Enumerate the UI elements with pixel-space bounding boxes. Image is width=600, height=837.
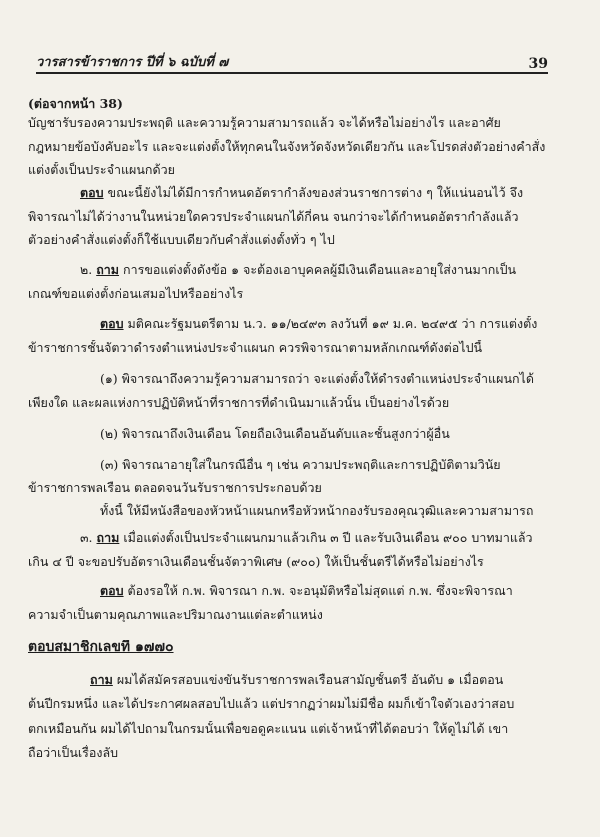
paragraph-line: ตัวอย่างคำสั่งแต่งตั้งก็ใช้แบบเดียวกับคำสั่งแต่งตั้งทั่ว ๆ ไป	[28, 232, 335, 247]
answer-label: ตอบ	[100, 583, 124, 598]
continued-note: (ต่อจากหน้า 38)	[28, 96, 123, 111]
note-line: ทั้งนี้ ให้มีหนังสือของหัวหน้าแผนกหรือหัวหน้ากองรับรองคุณวุฒิและความสามารถ	[100, 503, 534, 518]
answer-text: มติคณะรัฐมนตรีตาม น.ว. ๑๑/๒๔๙๓ ลงวันที่ ๑๙ ม.ค. ๒๔๙๕ ว่า การแต่งตั้ง	[127, 316, 538, 331]
answer-label: ตอบ	[80, 185, 104, 200]
paragraph-line: ความจำเป็นตามคุณภาพและปริมาณงานแต่ละตำแหน่ง	[28, 607, 323, 622]
journal-title: วารสารข้าราชการ ปีที่ ๖ ฉบับที่ ๗	[36, 55, 229, 70]
paragraph-line: แต่งตั้งเป็นประจำแผนกด้วย	[28, 162, 175, 177]
question-label: ถาม	[96, 530, 120, 545]
answer-text: ขณะนี้ยังไม่ได้มีการกำหนดอัตรากำลังของส่วนราชการต่าง ๆ ให้แน่นอนไว้ จึง	[107, 185, 524, 200]
question-text: ผมได้สมัครสอบแข่งขันรับราชการพลเรือนสามัญชั้นตรี อันดับ ๑ เมื่อตอน	[116, 672, 504, 687]
question-text: เมื่อแต่งตั้งเป็นประจำแผนกมาแล้วเกิน ๓ ปี และรับเงินเดือน ๙๐๐ บาทมาแล้ว	[123, 530, 533, 545]
question-label: ถาม	[90, 672, 113, 687]
question-2-line	[28, 262, 554, 277]
section-heading: ตอบสมาชิกเลขที่ ๑๗๗๐	[28, 640, 174, 655]
question-text: การขอแต่งตั้งดังข้อ ๑ จะต้องเอาบุคคลผู้มีเงินเดือนและอายุใส่งานมากเป็น	[123, 262, 517, 277]
paragraph-line: ตกเหมือนกัน ผมได้ไปถามในกรมนั้นเพื่อขอดูคะแนน แต่เจ้าหน้าที่ได้ตอบว่า ให้ดูไม่ได้ เขา	[28, 721, 509, 736]
criteria-item: (๓) พิจารณาอายุใส่ในกรณีอื่น ๆ เช่น ความประพฤติและการปฏิบัติตามวินัย	[100, 457, 501, 472]
page-header	[36, 50, 548, 74]
answer-text: ต้องรอให้ ก.พ. พิจารณา ก.พ. จะอนุมัติหรือไม่สุดแต่ ก.พ. ซึ่งจะพิจารณา	[127, 583, 513, 598]
page-number: 39	[528, 56, 548, 72]
answer-1-line	[28, 185, 554, 200]
question-label: ถาม	[96, 262, 120, 277]
answer-3-line	[28, 583, 554, 598]
answer-label: ตอบ	[100, 316, 124, 331]
answer-2-line	[28, 316, 554, 331]
question-3-line	[28, 530, 554, 545]
paragraph-line: กฎหมายข้อบังคับอะไร และจะแต่งตั้งให้ทุกคนในจังหวัดจังหวัดเดียวกัน และโปรดส่งตัวอย่างคำสั่ง	[28, 139, 546, 154]
paragraph-line: ข้าราชการชั้นจัตวาดำรงตำแหน่งประจำแผนก ควรพิจารณาตามหลักเกณฑ์ดังต่อไปนี้	[28, 340, 483, 355]
criteria-item: (๑) พิจารณาถึงความรู้ความสามารถว่า จะแต่งตั้งให้ดำรงตำแหน่งประจำแผนกได้	[100, 371, 534, 386]
paragraph-line: เกณฑ์ขอแต่งตั้งก่อนเสมอไปหรืออย่างไร	[28, 286, 244, 301]
criteria-item: (๒) พิจารณาถึงเงินเดือน โดยถือเงินเดือนอันดับและชั้นสูงกว่าผู้อื่น	[100, 426, 450, 441]
paragraph-line: พิจารณาไม่ได้ว่างานในหน่วยใดควรประจำแผนกได้กี่คน จนกว่าจะได้กำหนดอัตรากำลังแล้ว	[28, 209, 519, 224]
question-number: ๓.	[80, 530, 93, 545]
paragraph-line: ต้นปีกรมหนึ่ง และได้ประกาศผลสอบไปแล้ว แต่ปรากฏว่าผมไม่มีชื่อ ผมก็เข้าใจตัวเองว่าสอบ	[28, 696, 515, 711]
paragraph-line: ข้าราชการพลเรือน ตลอดจนวันรับราชการประกอบด้วย	[28, 480, 322, 495]
paragraph-line: ถือว่าเป็นเรื่องลับ	[28, 745, 119, 760]
paragraph-line: เพียงใด และผลแห่งการปฏิบัติหน้าที่ราชการที่ดำเนินมาแล้วนั้น เป็นอย่างไรด้วย	[28, 395, 450, 410]
question-number: ๒.	[80, 262, 93, 277]
question-4-line	[28, 672, 554, 687]
paragraph-line: เกิน ๔ ปี จะขอปรับอัตราเงินเดือนชั้นจัตวาพิเศษ (๙๐๐) ให้เป็นชั้นตรีได้หรือไม่อย่างไร	[28, 554, 484, 569]
paragraph-line: บัญชารับรองความประพฤติ และความรู้ความสามารถแล้ว จะได้หรือไม่อย่างไร และอาศัย	[28, 115, 501, 130]
